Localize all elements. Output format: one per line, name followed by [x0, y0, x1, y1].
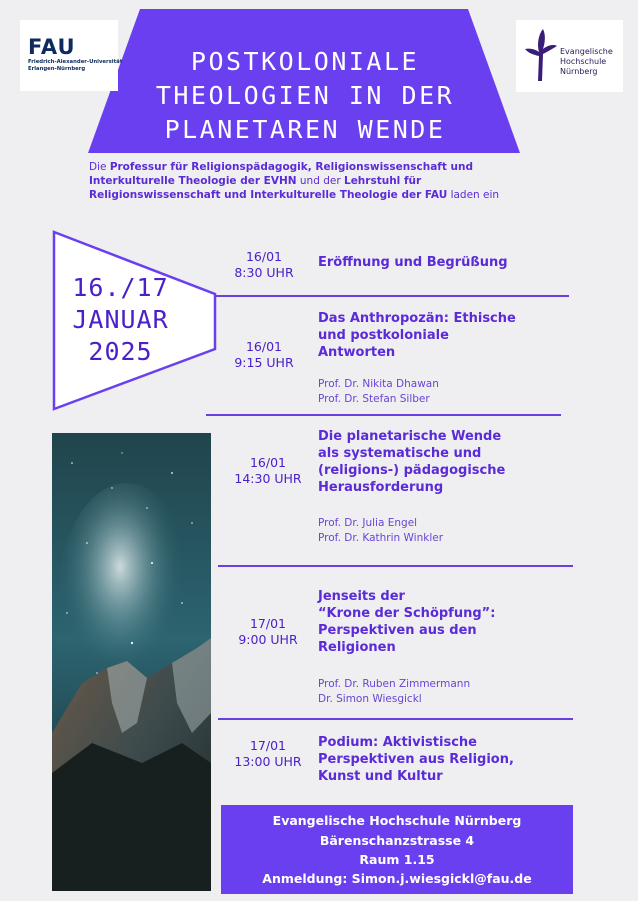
program-title-line: Die planetarische Wende [318, 429, 502, 444]
fau-logo-line-1: Friedrich-Alexander-Universität [28, 59, 123, 65]
program-time: 9:00 UHR [238, 632, 298, 647]
program-title-line: und postkoloniale [318, 328, 449, 343]
evhn-logo [516, 20, 623, 92]
invitation-text: Die Professur für Religionspädagogik, Religionswissenschaft und Interkulturelle Theologie der EVHN und der Lehrstuhl für Religionswissenschaft und Interkulturelle Theologie der FAU laden ein [89, 161, 500, 201]
divider [218, 565, 573, 567]
speaker: Prof. Dr. Ruben Zimmermann [318, 678, 471, 690]
event-title-line-1: POSTKOLONIALE [190, 47, 420, 76]
date-month: JANUAR [72, 305, 169, 334]
program-time: 9:15 UHR [234, 355, 294, 370]
speaker: Dr. Simon Wiesgickl [318, 693, 422, 705]
program-title-line: Religionen [318, 640, 396, 655]
program-title-line: Podium: Aktivistische [318, 735, 477, 750]
divider [214, 295, 569, 297]
evhn-logo-line-3: Nürnberg [560, 67, 598, 76]
evhn-logo-line-1: Evangelische [560, 47, 613, 56]
speaker: Prof. Dr. Kathrin Winkler [318, 532, 444, 544]
program-title-line: Jenseits der [318, 589, 405, 604]
program-date: 16/01 [249, 455, 287, 470]
program-title-line: (religions-) pädagogische [318, 463, 506, 478]
starry-mountain-image [52, 433, 211, 891]
program-title: Eröffnung und Begrüßung [318, 255, 508, 270]
venue-name: Evangelische Hochschule Nürnberg [272, 813, 522, 828]
registration-contact[interactable]: Anmeldung: Simon.j.wiesgickl@fau.de [262, 871, 532, 886]
event-title-line-2: THEOLOGIEN IN DER [155, 81, 455, 110]
venue-box [221, 805, 573, 894]
program-date: 17/01 [249, 738, 287, 753]
program-title-line: Perspektiven aus Religion, [318, 752, 514, 767]
event-title-line-3: PLANETAREN WENDE [164, 115, 446, 144]
program-time: 8:30 UHR [234, 265, 294, 280]
program-time: 14:30 UHR [234, 471, 302, 486]
program-title-line: Kunst und Kultur [318, 769, 443, 784]
speaker: Prof. Dr. Julia Engel [318, 517, 418, 529]
program-time: 13:00 UHR [234, 754, 302, 769]
program-date: 17/01 [249, 616, 287, 631]
cross-symbol-icon [524, 25, 558, 85]
program-title-line: als systematische und [318, 446, 482, 461]
fau-logo [20, 20, 123, 91]
program-title-line: Perspektiven aus den [318, 623, 477, 638]
date-days: 16./17 [72, 273, 169, 302]
speaker: Prof. Dr. Nikita Dhawan [318, 378, 439, 390]
fau-logo-line-2: Erlangen-Nürnberg [28, 66, 86, 72]
divider [218, 718, 573, 720]
program-title-line: Das Anthropozän: Ethische [318, 311, 516, 326]
program-date: 16/01 [245, 249, 283, 264]
program-title-line: Herausforderung [318, 480, 444, 495]
speaker: Prof. Dr. Stefan Silber [318, 393, 430, 405]
program-title-line: Antworten [318, 345, 396, 360]
venue-room: Raum 1.15 [359, 852, 435, 867]
fau-logo-mark: FAU [28, 35, 76, 59]
program-title-line: “Krone der Schöpfung”: [318, 606, 496, 621]
divider [206, 414, 561, 416]
evhn-logo-line-2: Hochschule [560, 57, 607, 66]
date-year: 2025 [88, 337, 153, 366]
venue-street: Bärenschanzstrasse 4 [319, 833, 475, 848]
program-date: 16/01 [245, 339, 283, 354]
